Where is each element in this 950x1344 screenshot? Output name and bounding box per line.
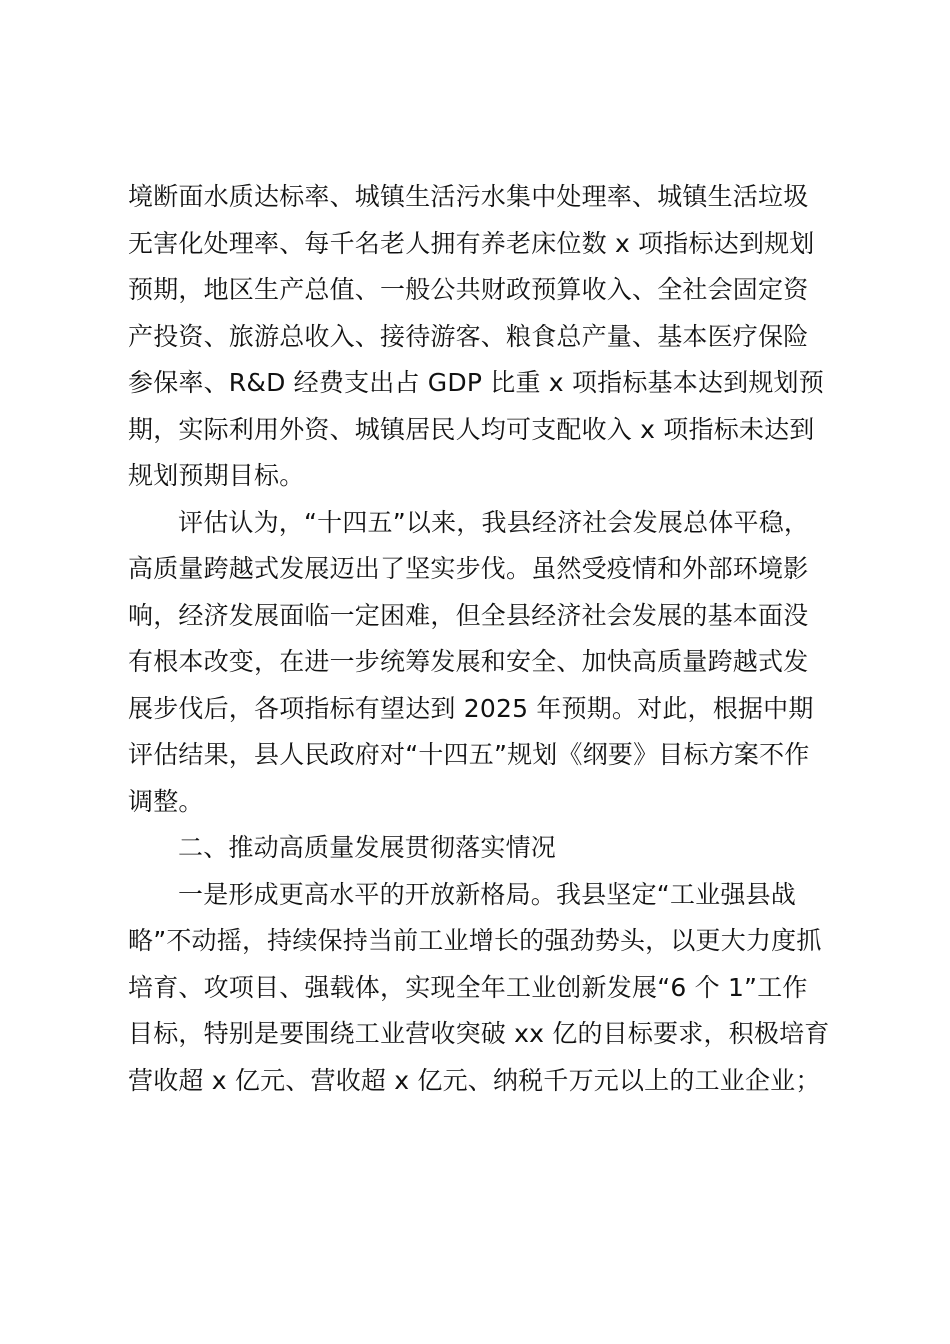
text-line: 有根本改变，在进一步统筹发展和安全、加快高质量跨越式发: [128, 647, 809, 676]
text-line: 预期，地区生产总值、一般公共财政预算收入、全社会固定资: [128, 275, 809, 304]
text-line: 展步伐后，各项指标有望达到 2025 年预期。对此，根据中期: [128, 693, 814, 723]
text-line: 期，实际利用外资、城镇居民人均可支配收入 x 项指标未达到: [128, 414, 815, 444]
text-line: 培育、攻项目、强载体，实现全年工业创新发展“6 个 1”工作: [128, 972, 808, 1002]
heading-line: 二、推动高质量发展贯彻落实情况: [178, 833, 557, 862]
text-line: 无害化处理率、每千名老人拥有养老床位数 x 项指标达到规划: [128, 228, 815, 258]
text-line: 略”不动摇，持续保持当前工业增长的强劲势头，以更大力度抓: [128, 926, 822, 955]
text-line: 境断面水质达标率、城镇生活污水集中处理率、城镇生活垃圾: [128, 182, 809, 211]
body-text: [128, 174, 834, 1104]
section-heading: [128, 825, 834, 872]
paragraph-indicator-results: [128, 174, 834, 500]
text-line: 一是形成更高水平的开放新格局。我县坚定“工业强县战: [178, 879, 796, 909]
text-line: 高质量跨越式发展迈出了坚实步伐。虽然受疫情和外部环境影: [128, 554, 809, 583]
text-line: 调整。: [128, 786, 204, 816]
text-line: 目标，特别是要围绕工业营收突破 xx 亿的目标要求，积极培育: [128, 1019, 830, 1048]
text-line: 参保率、R&D 经费支出占 GDP 比重 x 项指标基本达到规划预: [128, 368, 824, 397]
text-line: 营收超 x 亿元、营收超 x 亿元、纳税千万元以上的工业企业；: [128, 1065, 821, 1095]
paragraph-assessment: [128, 500, 834, 826]
text-line: 规划预期目标。: [128, 461, 305, 490]
text-line: 评估结果，县人民政府对“十四五”规划《纲要》目标方案不作: [128, 740, 810, 769]
text-line: 响，经济发展面临一定困难，但全县经济社会发展的基本面没: [128, 600, 809, 630]
text-line: 评估认为，“十四五”以来，我县经济社会发展总体平稳，: [178, 507, 810, 537]
text-line: 产投资、旅游总收入、接待游客、粮食总产量、基本医疗保险: [128, 321, 809, 351]
paragraph-opening-up: [128, 872, 834, 1105]
